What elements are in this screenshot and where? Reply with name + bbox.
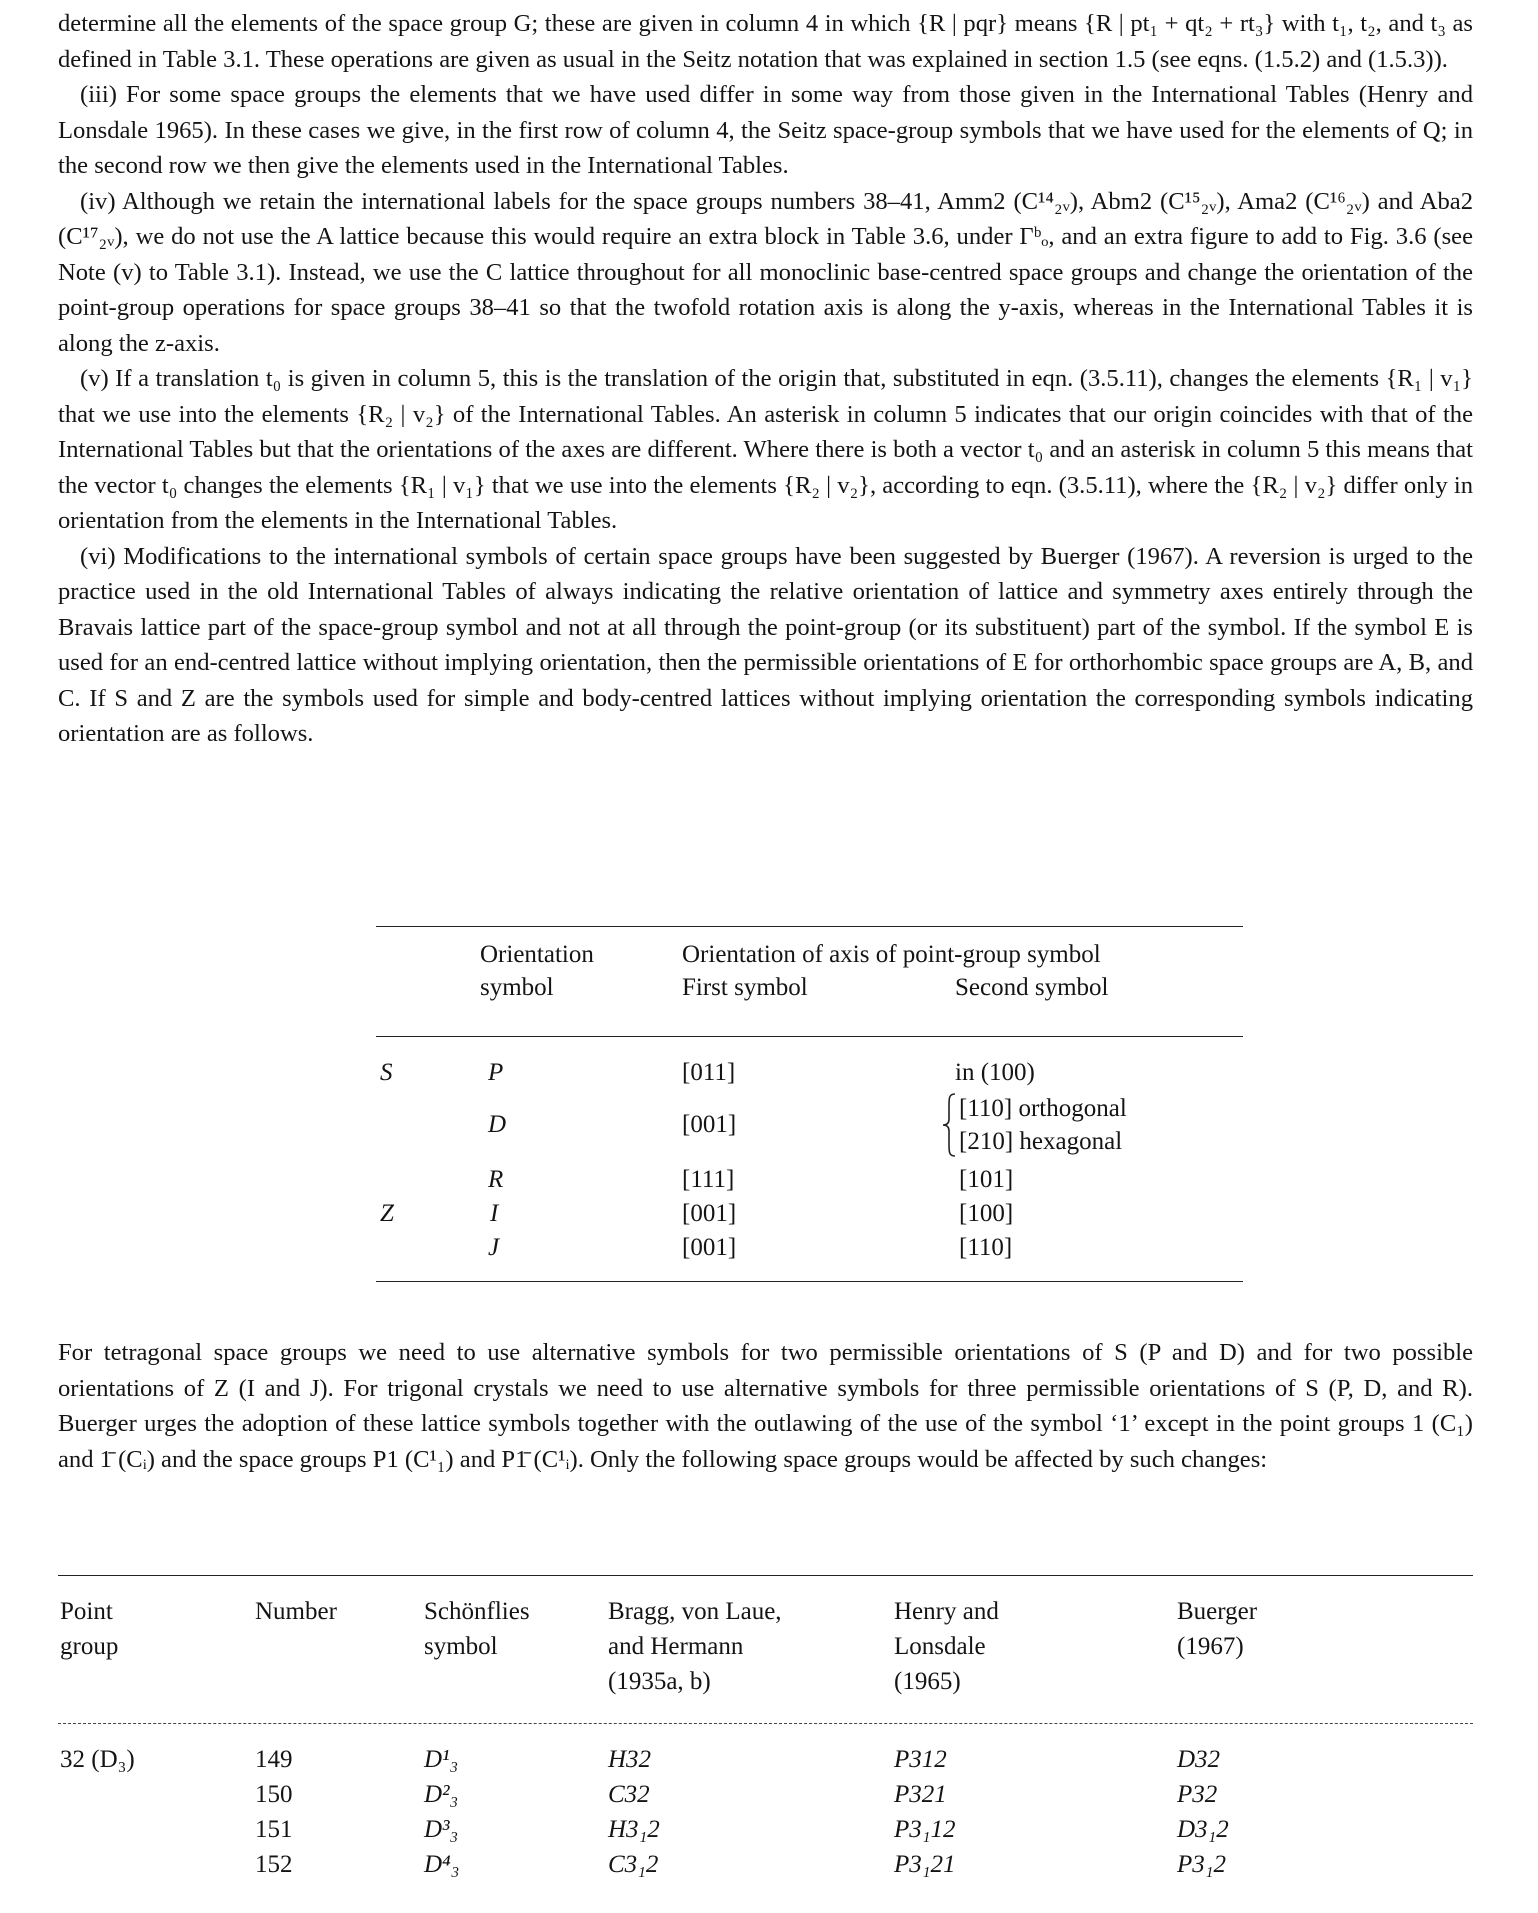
table-header-rule bbox=[376, 1036, 1243, 1037]
second-symbol-axis: [110] bbox=[959, 1234, 1013, 1261]
first-symbol-axis: [001] bbox=[682, 1111, 737, 1138]
second-symbol-axis: in (100) bbox=[955, 1059, 1035, 1086]
left-brace-icon bbox=[941, 1092, 957, 1158]
table-header-rule bbox=[58, 1723, 1473, 1724]
header-buerger: (1967) bbox=[1177, 1633, 1244, 1660]
header-bragg: and Hermann bbox=[608, 1633, 744, 1660]
table-cell-bragg: C32 bbox=[608, 1781, 650, 1808]
table-cell-number: 149 bbox=[255, 1746, 293, 1773]
table-bottom-rule bbox=[376, 1281, 1243, 1282]
table-cell-bragg: H32 bbox=[608, 1746, 652, 1773]
first-symbol-axis: [001] bbox=[682, 1234, 737, 1261]
second-symbol-axis: [100] bbox=[959, 1200, 1014, 1227]
first-symbol-axis: [111] bbox=[682, 1166, 735, 1193]
table-cell-henry: P3₁21 bbox=[894, 1851, 956, 1878]
paragraph-note-v: (v) If a translation t₀ is given in column 5, this is the translation of the origin that, substituted in eqn. (3.5.11), changes the elements {R₁ | v₁} that we use into the elements {R₂ | v₂} of the International Tables. An asterisk in column 5 indicates that our origin coincides with that of the International Tables but that the orientations of the axes are different. Where there is both a vector t₀ and an asterisk in column 5 this means that the vector t₀ changes the elements {R₁ | v₁} that we use into the elements {R₂ | v₂}, according to eqn. (3.5.11), where the {R₂ | v₂} differ only in orientation from the elements in the International Tables. bbox=[58, 365, 1473, 534]
orientation-symbol: I bbox=[490, 1200, 499, 1227]
paragraph-tetragonal: For tetragonal space groups we need to use alternative symbols for two permissible orientations of S (P and D) and for two possible orientations of Z (I and J). For trigonal crystals we need to use alternative symbols for three permissible orientations of S (P, D, and R). Buerger urges the adoption of these lattice symbols together with the outlawing of the use of the symbol ‘1’ except in the point groups 1 (C₁) and 1̄ (Cᵢ) and the space groups P1 (C¹₁) and P1̄ (C¹ᵢ). Only the following space groups would be affected by such changes: bbox=[58, 1339, 1473, 1473]
header-schoenflies: Schönflies bbox=[424, 1598, 530, 1625]
header-point-group: group bbox=[60, 1633, 119, 1660]
paragraph-note-iv: (iv) Although we retain the international labels for the space groups numbers 38–41, Amm2 (C¹⁴₂ᵥ), Abm2 (C¹⁵₂ᵥ), Ama2 (C¹⁶₂ᵥ) and Aba2 (C¹⁷₂ᵥ), we do not use the A lattice because this would require an extra block in Table 3.6, under Γᵇₒ, and an extra figure to add to Fig. 3.6 (see Note (v) to Table 3.1). Instead, we use the C lattice throughout for all monoclinic base-centred space groups and change the orientation of the point-group operations for space groups 38–41 so that the twofold rotation axis is along the y-axis, whereas in the International Tables it is along the z-axis. bbox=[58, 187, 1473, 357]
orientation-symbol: J bbox=[488, 1234, 500, 1261]
first-symbol-axis: [001] bbox=[682, 1200, 737, 1227]
second-symbol-axis: [101] bbox=[959, 1166, 1014, 1193]
header-buerger: Buerger bbox=[1177, 1598, 1258, 1625]
table-cell-schoenflies: D⁴₃ bbox=[424, 1851, 460, 1878]
table-cell-bragg: C3₁2 bbox=[608, 1851, 659, 1878]
table-cell-buerger: D3₁2 bbox=[1177, 1816, 1229, 1843]
header-bragg: (1935a, b) bbox=[608, 1668, 711, 1695]
header-henry-lonsdale: Henry and bbox=[894, 1598, 999, 1625]
table-cell-schoenflies: D³₃ bbox=[424, 1816, 459, 1843]
header-bragg: Bragg, von Laue, bbox=[608, 1598, 782, 1625]
table-cell-schoenflies: D²₃ bbox=[424, 1781, 459, 1808]
header-number: Number bbox=[255, 1598, 337, 1625]
orientation-symbol: R bbox=[488, 1166, 504, 1193]
lattice-label-s: S bbox=[380, 1059, 393, 1086]
orientation-symbol: D bbox=[488, 1111, 507, 1138]
paragraph-note-vi: (vi) Modifications to the international symbols of certain space groups have been suggested by Buerger (1967). A reversion is urged to the practice used in the old International Tables of always indicating the relative orientation of lattice and symmetry axes entirely through the Bravais lattice part of the space-group symbol and not at all through the point-group (or its substituent) part of the symbol. If the symbol E is used for an end-centred lattice without implying orientation, then the permissible orientations of E for orthorhombic space groups are A, B, and C. If S and Z are the symbols used for simple and body-centred lattices without implying orientation the corresponding symbols indicating orientation are as follows. bbox=[58, 542, 1473, 747]
header-orientation-symbol-line1: Orientation bbox=[480, 941, 594, 968]
table-top-rule bbox=[58, 1575, 1473, 1576]
table-cell-number: 152 bbox=[255, 1851, 293, 1878]
table-cell-buerger: D32 bbox=[1177, 1746, 1221, 1773]
table-cell-buerger: P32 bbox=[1177, 1781, 1218, 1808]
header-point-group: Point bbox=[60, 1598, 113, 1625]
first-symbol-axis: [011] bbox=[682, 1059, 736, 1086]
orientation-symbol: P bbox=[488, 1059, 504, 1086]
table-cell-number: 150 bbox=[255, 1781, 293, 1808]
table-cell-henry: P312 bbox=[894, 1746, 947, 1773]
page bbox=[58, 6, 1473, 1878]
point-group-label: 32 (D₃) bbox=[60, 1746, 135, 1773]
paragraph-note-iii: (iii) For some space groups the elements that we have used differ in some way from those given in the International Tables (Henry and Lonsdale 1965). In these cases we give, in the first row of column 4, the Seitz space-group symbols that we have used for the elements of Q; in the second row we then give the elements used in the International Tables. bbox=[58, 81, 1473, 179]
table-cell-henry: P3₁12 bbox=[894, 1816, 956, 1843]
header-schoenflies: symbol bbox=[424, 1633, 498, 1660]
header-second-symbol: Second symbol bbox=[955, 974, 1109, 1001]
header-henry-lonsdale: (1965) bbox=[894, 1668, 961, 1695]
header-axis-group: Orientation of axis of point-group symbol bbox=[682, 941, 1101, 968]
table-top-rule bbox=[376, 926, 1243, 927]
table-cell-henry: P321 bbox=[894, 1781, 947, 1808]
table-cell-bragg: H3₁2 bbox=[608, 1816, 660, 1843]
header-henry-lonsdale: Lonsdale bbox=[894, 1633, 986, 1660]
header-first-symbol: First symbol bbox=[682, 974, 808, 1001]
second-symbol-axis: [110] orthogonal bbox=[959, 1095, 1127, 1122]
second-symbol-axis: [210] hexagonal bbox=[959, 1128, 1123, 1155]
lattice-label-z: Z bbox=[380, 1200, 394, 1227]
table-cell-number: 151 bbox=[255, 1816, 293, 1843]
paragraph-continuation: determine all the elements of the space group G; these are given in column 4 in which {R | pqr} means {R | pt₁ + qt₂ + rt₃} with t₁, t₂, and t₃ as defined in Table 3.1. These operations are given as usual in the Seitz notation that was explained in section 1.5 (see eqns. (1.5.2) and (1.5.3)). bbox=[58, 10, 1473, 73]
table-cell-buerger: P3₁2 bbox=[1177, 1851, 1226, 1878]
header-orientation-symbol-line2: symbol bbox=[480, 974, 554, 1001]
table-cell-schoenflies: D¹₃ bbox=[424, 1746, 459, 1773]
